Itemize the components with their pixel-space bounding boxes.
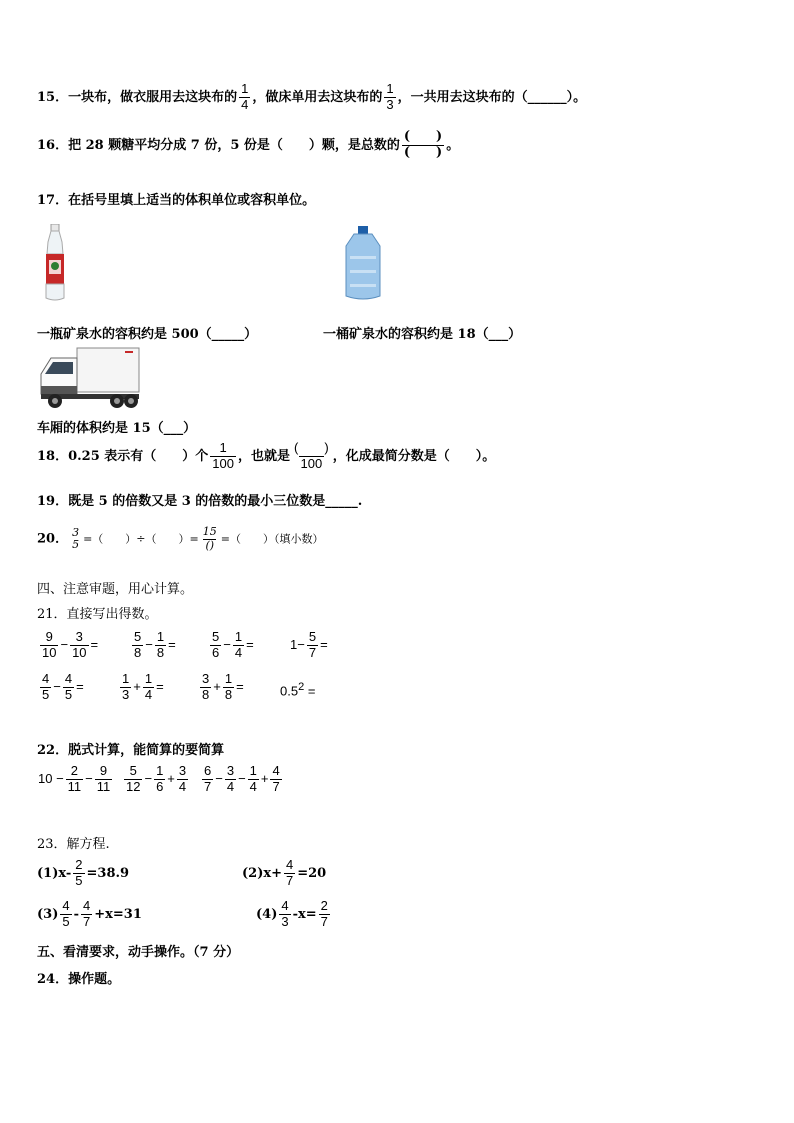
section-4-heading: 四、注意审题，用心计算。 <box>37 582 194 597</box>
section-5-heading: 五、看清要求，动手操作。（7 分） <box>37 945 240 960</box>
fraction: $\frac{1}{100}$ <box>212 440 234 471</box>
caption-bottle: 一瓶矿泉水的容积约是 500（_____） <box>37 327 258 342</box>
water-jug-image <box>340 226 386 302</box>
question-20: 20． 3 5 =（ ）÷（ ）= $\frac{15}{()}$ =（ ）（填小数） <box>37 525 324 552</box>
truck-image <box>37 346 141 410</box>
q22-expr-3: $\frac{6}{7}$ − $\frac{3}{4}$ − $\frac{1}{4}$ + $\frac{4}{7}$ <box>204 763 280 794</box>
q21-item: $\frac{3}{8}$ + $\frac{1}{8}$ = <box>202 671 244 702</box>
q21-item: $\frac{9}{10}$ − $\frac{3}{10}$ = <box>42 629 99 660</box>
q22-expr-1: 10 − $\frac{2}{11}$ − $\frac{9}{11}$ <box>38 763 111 794</box>
q21-item: $\frac{4}{5}$ − $\frac{4}{5}$ = <box>42 671 84 702</box>
caption-jug: 一桶矿泉水的容积约是 18（___） <box>323 327 522 342</box>
equation-4: (4) $\frac{4}{3}$ -x= $\frac{2}{7}$ <box>256 898 328 929</box>
fraction: $\frac{( )}{100}$ <box>294 440 329 471</box>
question-17: 17．在括号里填上适当的体积单位或容积单位。 <box>37 193 316 208</box>
water-bottle-image <box>42 224 68 302</box>
question-18: 18．0.25 表示有（ ）个 $\frac{1}{100}$ ，也就是 $\frac{( )}{100}$ ，化成最简分数是（ ）。 <box>37 440 496 471</box>
equation-3: (3) $\frac{4}{5}$ - $\frac{4}{7}$ +x=31 <box>37 898 142 929</box>
question-23: 23．解方程. <box>37 837 110 852</box>
fraction: $\frac{1}{3}$ <box>386 81 394 112</box>
question-16: 16．把 28 颗糖平均分成 7 份，5 份是（ ）颗，是总数的 $\frac{( )}{( )}$ 。 <box>37 129 460 160</box>
caption-truck: 车厢的体积约是 15（___） <box>37 421 197 436</box>
question-22: 22．脱式计算，能简算的要简算 <box>37 743 225 758</box>
question-19: 19．既是 5 的倍数又是 3 的倍数的最小三位数是_____. <box>37 494 363 509</box>
equation-1: (1)x- $\frac{2}{5}$ =38.9 <box>37 857 130 888</box>
q21-item: $\frac{5}{8}$ − $\frac{1}{8}$ = <box>134 629 176 660</box>
fraction: $\frac{1}{4}$ <box>241 81 249 112</box>
question-24: 24．操作题。 <box>37 972 121 987</box>
q21-item: $\frac{5}{6}$ − $\frac{1}{4}$ = <box>212 629 254 660</box>
fraction: 3 5 <box>72 525 80 552</box>
q22-expr-2: $\frac{5}{12}$ − $\frac{1}{6}$ + $\frac{3}{4}$ <box>126 763 187 794</box>
question-21: 21．直接写出得数。 <box>37 607 158 622</box>
question-15: 15．一块布，做衣服用去这块布的 $\frac{1}{4}$ ，做床单用去这块布的 $\frac{1}{3}$ ，一共用去这块布的（______）。 <box>37 81 587 112</box>
q21-item-power: $0.5^2$ = <box>280 681 316 699</box>
q21-item: $\frac{1}{3}$ + $\frac{1}{4}$ = <box>122 671 164 702</box>
q21-item: 1− $\frac{5}{7}$ = <box>290 629 328 660</box>
fraction: $\frac{15}{()}$ <box>202 525 217 552</box>
blank-fraction: $\frac{( )}{( )}$ <box>403 129 443 160</box>
equation-2: (2)x+ $\frac{4}{7}$ =20 <box>242 857 327 888</box>
